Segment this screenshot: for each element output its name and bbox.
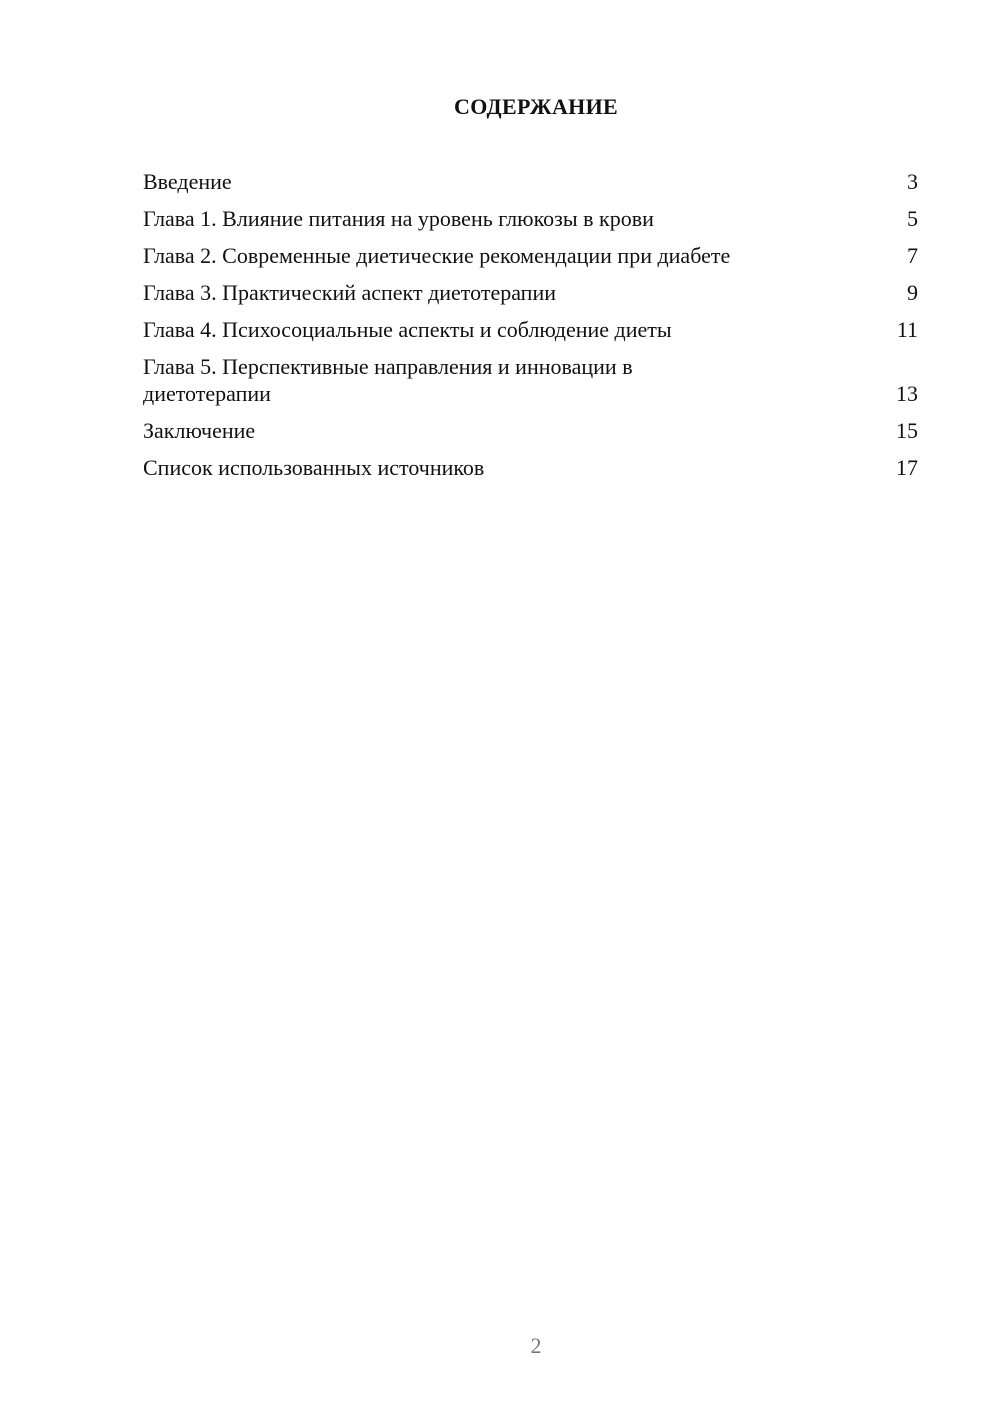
toc-entry-label: Глава 5. Перспективные направления и инновации в диетотерапии (143, 354, 633, 406)
toc-entry-page: 9 (907, 280, 918, 305)
toc-entry-chapter-2 (143, 242, 918, 269)
page-title: СОДЕРЖАНИЕ (454, 94, 618, 119)
toc-entry-label: Глава 1. Влияние питания на уровень глюкозы в крови (143, 206, 654, 231)
toc-entry-page: 15 (896, 418, 918, 443)
toc-entry-page: 11 (896, 317, 918, 342)
toc-entry-conclusion (143, 417, 918, 444)
toc-entry-page: 7 (907, 243, 918, 268)
toc-entry-label: Список использованных источников (143, 455, 485, 480)
table-of-contents (143, 168, 918, 491)
toc-entry-label: Заключение (143, 418, 256, 443)
toc-entry-label: Введение (143, 169, 232, 194)
toc-entry-page: 13 (896, 381, 918, 406)
toc-entry-page: 17 (896, 455, 918, 480)
toc-entry-introduction (143, 168, 918, 195)
toc-entry-label: Глава 4. Психосоциальные аспекты и соблюдение диеты (143, 317, 672, 342)
toc-entry-label: Глава 2. Современные диетические рекомендации при диабете (143, 243, 731, 268)
toc-entry-page: 3 (907, 169, 918, 194)
toc-entry-references (143, 454, 918, 481)
toc-entry-chapter-5 (143, 353, 918, 407)
toc-entry-label: Глава 3. Практический аспект диетотерапии (143, 280, 557, 305)
toc-entry-chapter-3 (143, 279, 918, 306)
toc-entry-chapter-1 (143, 205, 918, 232)
toc-entry-chapter-4 (143, 316, 918, 343)
toc-entry-page: 5 (907, 206, 918, 231)
page-number: 2 (530, 1333, 542, 1358)
